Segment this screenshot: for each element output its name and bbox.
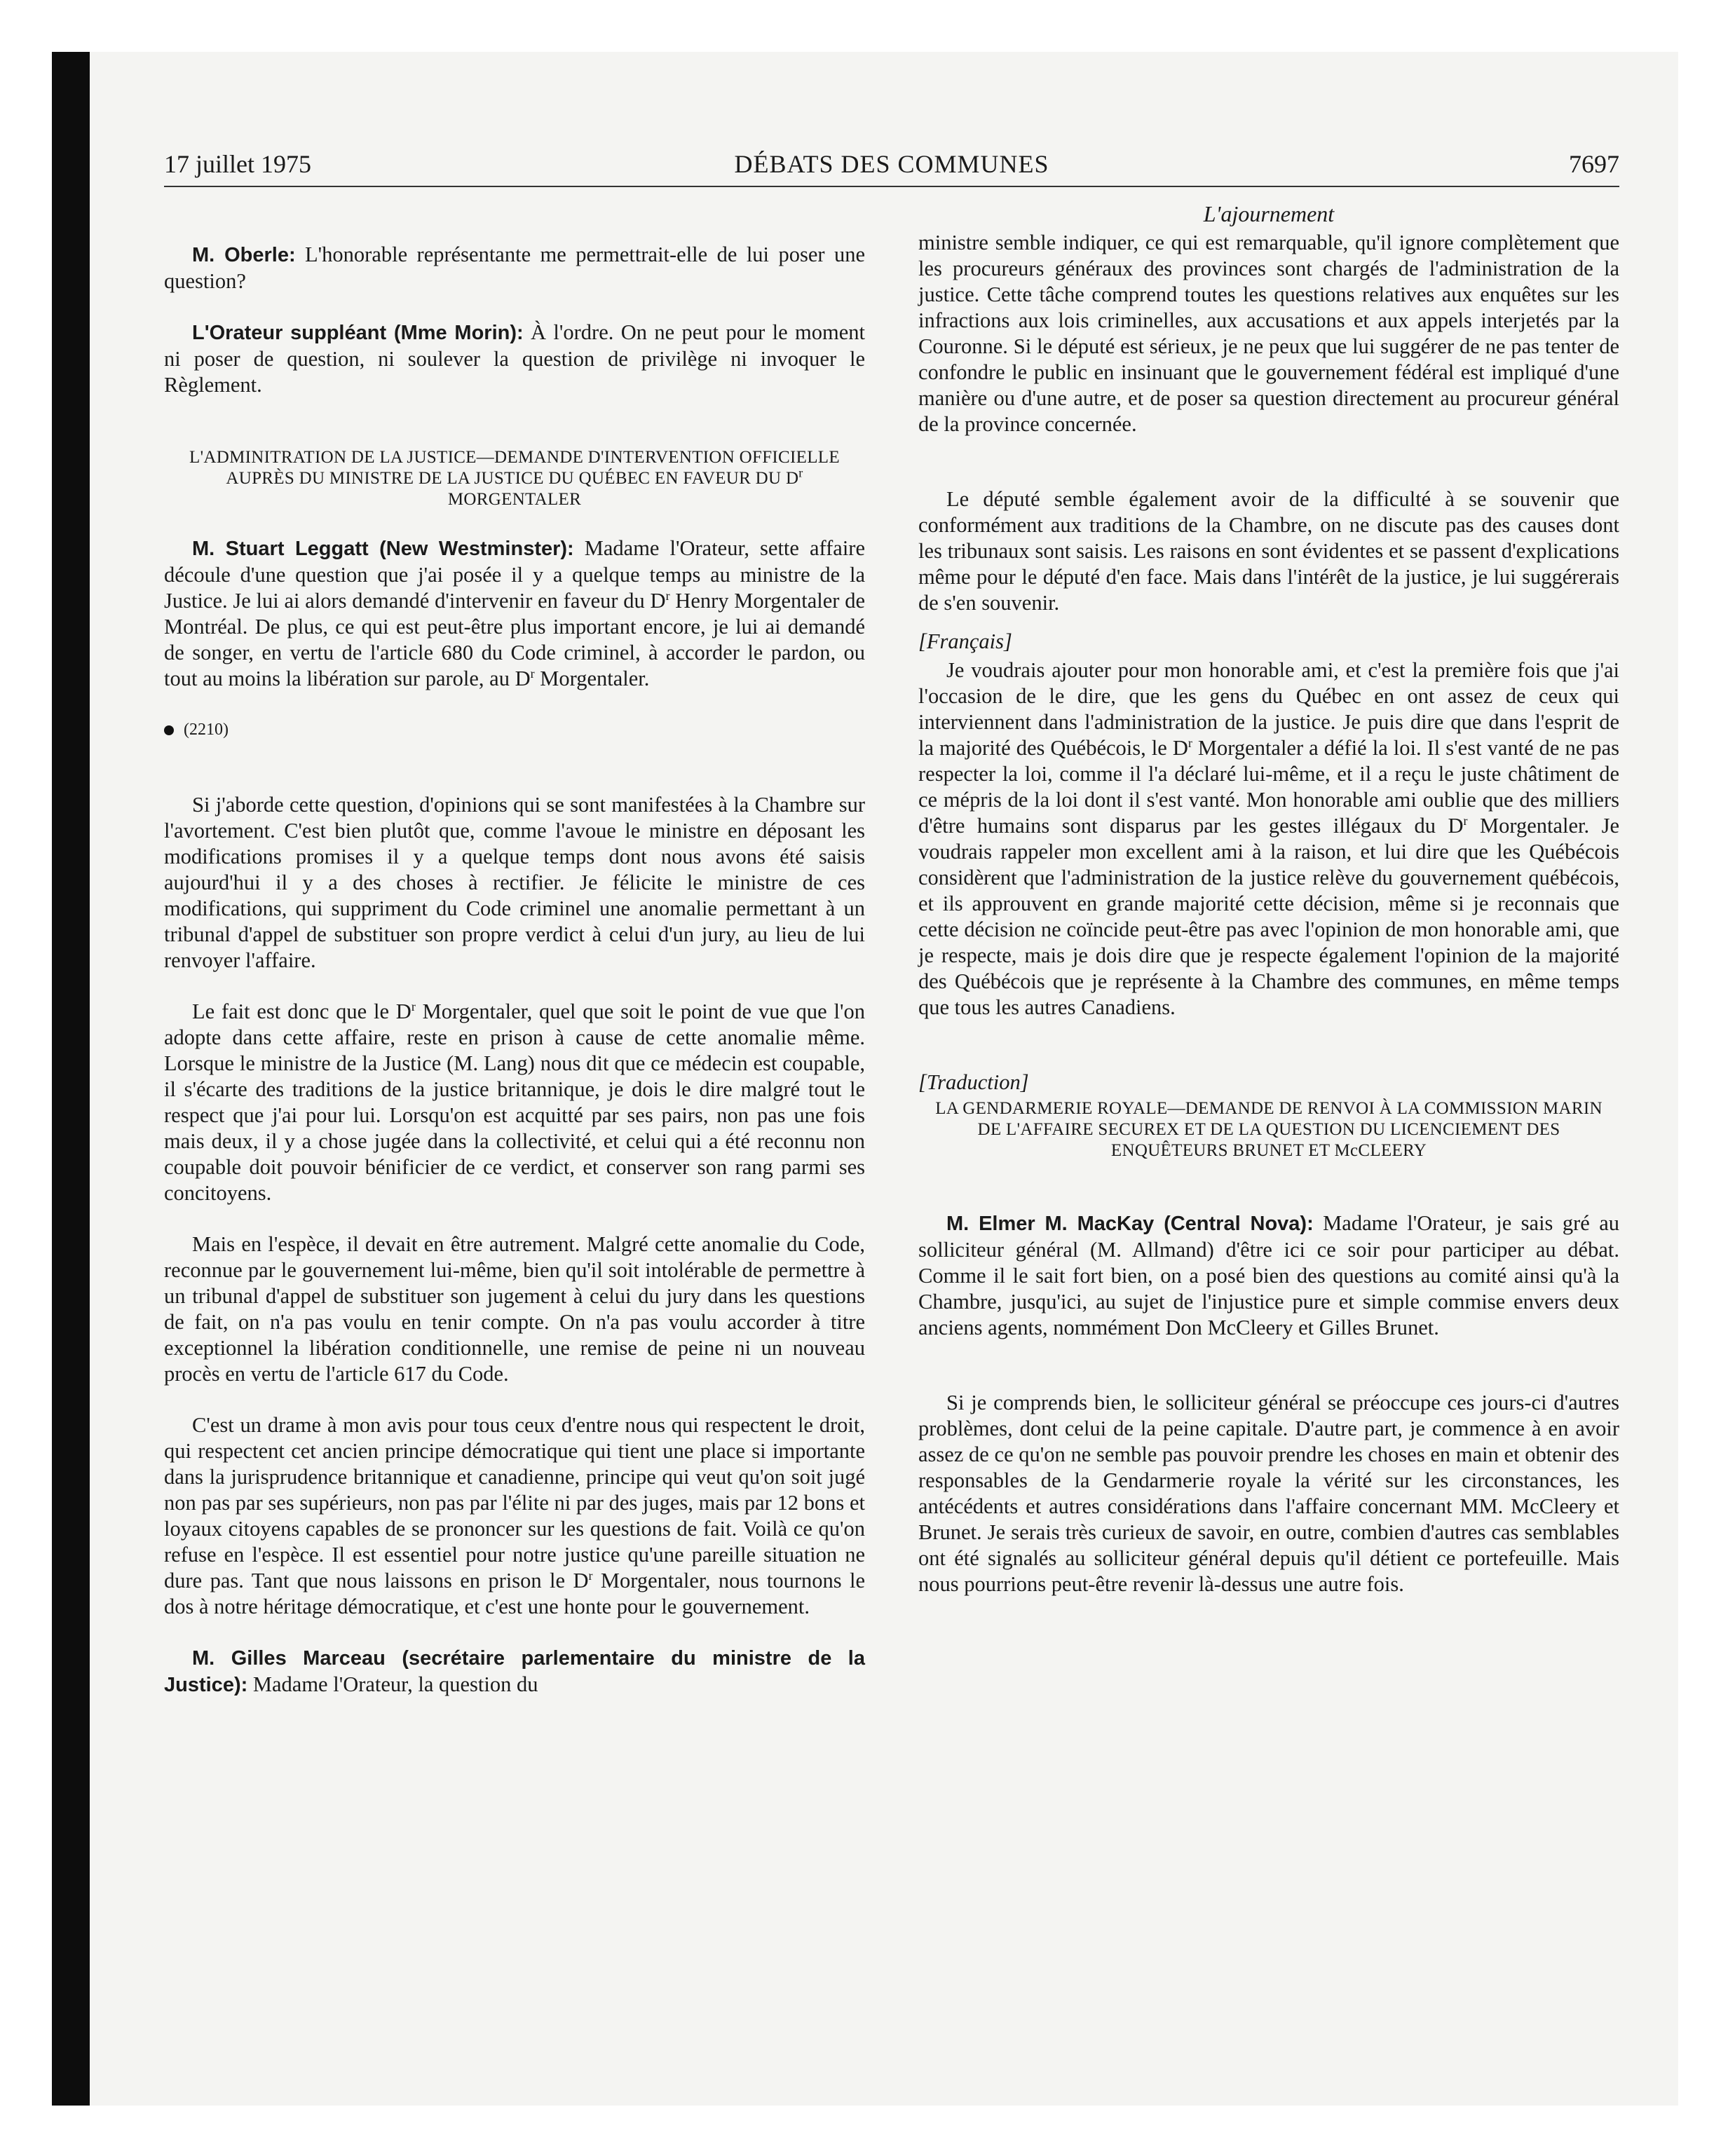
paragraph-anomalie: Mais en l'espèce, il devait en être autrement. Malgré cette anomalie du Code, reconnue par le gouvernement lui-même, bien qu'il soit intolérable de permettre à un tribunal d'appel de substituer son jugement à celui du jury dans les questions de fait, on n'a pas voulu en tenir compte. On n'a pas voulu accorder à titre exceptionnel la libération conditionnelle, une remise de peine ni un nouveau procès en vertu de l'article 617 du Code. (164, 1232, 865, 1386)
header-title: DÉBATS DES COMMUNES (734, 150, 1049, 178)
paragraph-marceau: M. Gilles Marceau (secrétaire parlementaire du ministre de la Justice): Madame l'Orateur, la question du (164, 1647, 865, 1696)
paragraph-oberle: M. Oberle: L'honorable représentante me permettrait-elle de lui poser une question? (164, 243, 865, 293)
paragraph-prison: Le fait est donc que le $D^r$ Morgentaler, quel que soit le point de vue que l'on adopte dans cette affaire, reste en prison à cause de cette anomalie même. Lorsque le ministre de la Justice (M. Lang) nous dit que ce médecin est coupable, il s'écarte des traditions de la justice britannique, je dois le dire malgré tout le respect que j'ai pour lui. Lorsqu'on est acquitté par ses pairs, non pas une fois mais deux, il y a chose jugée dans la collectivité, et celui qui a été reconnu non coupable doit pouvoir bénificier de ce verdict, et conserver son rang parmi ses concitoyens. (164, 999, 865, 1205)
header-page-number: 7697 (1569, 150, 1619, 178)
page-header (164, 144, 1619, 187)
right-column (918, 201, 1619, 1597)
paragraph-leggatt: M. Stuart Leggatt (New Westminster): Madame l'Orateur, sette affaire découle d'une question que j'ai posée il y a quelque temps au ministre de la Justice. Je lui ai alors demandé d'intervenir en faveur du $D^r$ Henry Morgentaler de Montréal. De plus, ce qui est peut-être plus important encore, je lui ai demandé de songer, en vertu de l'article 680 du Code criminel, à accorder le pardon, ou tout au moins la libération sur parole, au $D^r$ Morgentaler. (164, 536, 865, 690)
paragraph-ministre: ministre semble indiquer, ce qui est remarquable, qu'il ignore complètement que les procureurs généraux des provinces sont chargés de l'administration de la justice. Cette tâche comprend toutes les questions relatives aux enquêtes sur les infractions aux lois criminelles, aux accusations et aux appels interjetés par la Couronne. Si le député est sérieux, je ne peux que lui suggérer de ne pas tenter de confondre le public en insinuant que le gouvernement fédéral est impliqué d'une manière ou d'une autre, et de poser sa question directement au procureur général de la province concernée. (918, 231, 1619, 436)
paragraph-orateur: L'Orateur suppléant (Mme Morin): À l'ordre. On ne peut pour le moment ni poser de question, ni soulever la question de privilège ni invoquer le Règlement. (164, 320, 865, 397)
paragraph-quebec: Je voudrais ajouter pour mon honorable ami, et c'est la première fois que j'ai l'occasion de le dire, que les gens du Québec en ont assez de ceux qui interviennent dans l'administration de la justice. Je puis dire que dans l'esprit de la majorité des Québécois, le $D^r$ Morgentaler a défié la loi. Il s'est vanté de ne pas respecter la loi, comme il l'a déclaré lui-même, et il a reçu le juste châtiment de ce mépris de la loi dont il s'est vanté. Mon honorable ami oublie que des milliers d'être humains sont disparus par les gestes illégaux du $D^r$ Morgentaler. Je voudrais rappeler mon excellent ami à la raison, et lui dire que les Québécois considèrent que l'administration de la justice relève du gouvernement québécois, et ils approuvent en grande majorité cette décision, même si je reconnais que cette décision ne coïncide peut-être pas avec l'opinion de mon honorable ami, que je respecte, mais je dois dire que je respecte également l'opinion de la majorité des Québécois que je représente à la Chambre des communes, en même temps que tous les autres Canadiens. (918, 658, 1619, 1019)
paragraph-solliciteur: Si je comprends bien, le solliciteur général se préoccupe ces jours-ci d'autres problèmes, dont celui de la peine capitale. D'autre part, je commence à en avoir assez de ce qu'on ne semble pas pouvoir prendre les choses en main et obtenir des responsables de la Gendarmerie royale la vérité sur les circonstances, les antécédents et autres considérations dans l'affaire concernant MM. McCleery et Brunet. Je serais très curieux de savoir, en outre, combien d'autres cas semblables ont été signalés au solliciteur général depuis qu'il détient ce portefeuille. Mais nous pourrions peut-être revenir là-dessus une autre fois. (918, 1391, 1619, 1596)
left-column (164, 242, 865, 1698)
header-date: 17 juillet 1975 (164, 150, 311, 178)
binding-edge (52, 52, 90, 2106)
page (164, 144, 1619, 1696)
speaker-name: M. Elmer M. MacKay (Central Nova): (946, 1213, 1314, 1235)
paragraph-avortement: Si j'aborde cette question, d'opinions qui se sont manifestées à la Chambre sur l'avortement. C'est bien plutôt que, comme l'avoue le ministre en déposant les modifications promises il y a quelque temps dont nous avons été saisis aujourd'hui il y a des choses à rectifier. Je félicite le ministre de ces modifications, qui suppriment du Code criminel une anomalie permettant à un tribunal d'appel de substituer son propre verdict à celui d'un jury, au lieu de lui renvoyer l'affaire. (164, 793, 865, 972)
paragraph-depute: Le député semble également avoir de la difficulté à se souvenir que conformément aux traditions de la Chambre, on ne discute pas des causes dont les tribunaux sont saisis. Les raisons en sont évidentes et se passent d'explications même pour le député d'en face. Mais dans l'intérêt de la justice, je lui suggérerais de s'en souvenir. (918, 487, 1619, 615)
paragraph-mackay: M. Elmer M. MacKay (Central Nova): Madame l'Orateur, je sais gré au solliciteur général (M. Allmand) d'être ici ce soir pour participer au débat. Comme il le sait fort bien, on a posé bien des questions au comité ainsi qu'à la Chambre, jusqu'ici, au sujet de l'injustice pure et simple commise envers deux anciens agents, nommément Don McCleery et Gilles Brunet. (918, 1211, 1619, 1339)
time-marker: (2210) (164, 717, 865, 743)
speaker-name: L'Orateur suppléant (Mme Morin): (192, 322, 524, 344)
running-head: L'ajournement (1203, 201, 1335, 226)
speaker-name: M. Stuart Leggatt (New Westminster): (192, 538, 574, 560)
language-tag-traduction: [Traduction] (918, 1070, 1029, 1094)
speaker-name: M. Oberle: (192, 244, 296, 266)
speaker-name: M. Gilles Marceau (secrétaire parlementaire du ministre de la Justice): (164, 1647, 865, 1696)
section-heading-justice: L'ADMINITRATION DE LA JUSTICE—DEMANDE D'INTERVENTION OFFICIELLE AUPRÈS DU MINISTRE DE LA JUSTICE DU QUÉBEC EN FAVEUR DU $D^r$ MORGENTALER (189, 448, 840, 509)
section-heading-gendarmerie: LA GENDARMERIE ROYALE—DEMANDE DE RENVOI À LA COMMISSION MARIN DE L'AFFAIRE SECUREX ET DE LA QUESTION DU LICENCIEMENT DES ENQUÊTEURS BRUNET ET McCLEERY (935, 1099, 1603, 1160)
language-tag-francais: [Français] (918, 629, 1012, 653)
paragraph-drame: C'est un drame à mon avis pour tous ceux d'entre nous qui respectent le droit, qui respectent cet ancien principe démocratique qui tient une place si importante dans la jurisprudence britannique et canadienne, principe qui veut qu'on soit jugé non pas par ses supérieurs, non pas par l'élite ni par des juges, mais par 12 bons et loyaux citoyens capables de se prononcer sur les questions de fait. Voilà ce qu'on refuse en l'espèce. Il est essentiel pour notre justice qu'une pareille situation ne dure pas. Tant que nous laissons en prison le $D^r$ Morgentaler, nous tournons le dos à notre héritage démocratique, et c'est une honte pour le gouvernement. (164, 1413, 865, 1618)
bullet-icon (164, 725, 174, 735)
